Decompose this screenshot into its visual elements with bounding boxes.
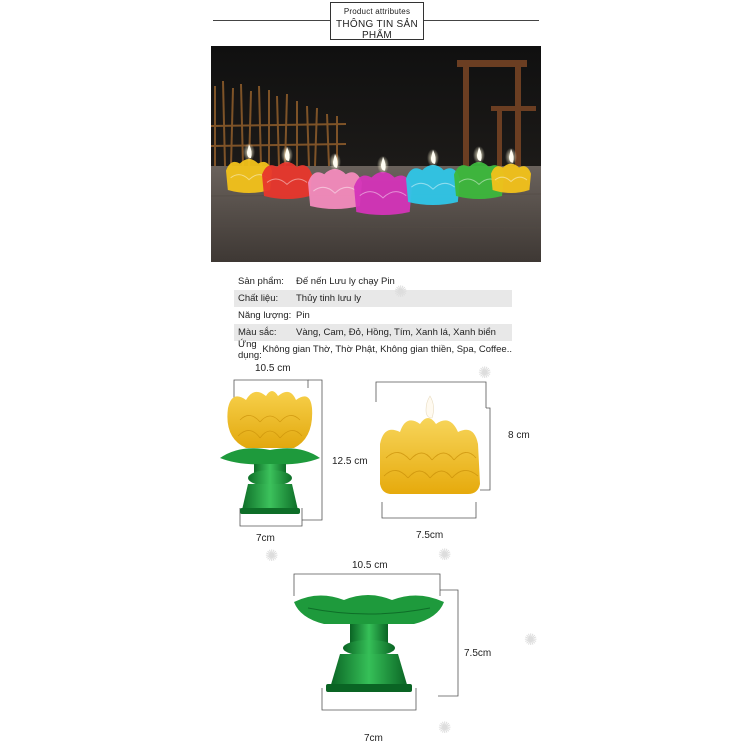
header-line-right (423, 20, 539, 21)
spec-label: Ứng dụng: (238, 338, 262, 361)
watermark-star-icon: ✺ (438, 547, 452, 564)
watermark-star-icon: ✺ (478, 365, 492, 382)
stand-width-label: 10.5 cm (352, 560, 388, 571)
spec-row-colors (234, 324, 512, 341)
header-subtitle: Product attributes (343, 7, 411, 16)
spec-label: Năng lượng: (238, 310, 292, 321)
header-line-left (213, 20, 330, 21)
spec-row-product (234, 273, 512, 290)
watermark-star-icon: ✺ (524, 632, 538, 649)
stand-base-label: 7cm (364, 733, 383, 744)
spec-label: Chất liệu: (238, 293, 279, 304)
stand-dimension-diagram (288, 568, 468, 728)
spec-value: Vàng, Cam, Đỏ, Hồng, Tím, Xanh lá, Xanh biển (296, 327, 496, 338)
lamp-dimension-diagram (210, 360, 340, 540)
watermark-star-icon: ✺ (265, 548, 279, 565)
spec-table (234, 273, 512, 361)
spec-label: Sản phẩm: (238, 276, 284, 287)
section-header (330, 2, 424, 40)
lamp-height-label: 12.5 cm (332, 456, 368, 467)
product-photo (211, 46, 541, 262)
spec-value: Đế nến Lưu ly chạy Pin (296, 276, 395, 287)
stand-illustration (288, 568, 468, 728)
candle-illustration (370, 378, 500, 523)
lamp-base-label: 7cm (256, 533, 275, 544)
spec-row-material (234, 290, 512, 307)
stand-height-label: 7.5cm (464, 648, 492, 659)
header-title: THÔNG TIN SẢN PHẨM (335, 19, 419, 41)
spec-value: Không gian Thờ, Thờ Phật, Không gian thiền, Spa, Coffee.. (262, 344, 512, 355)
spec-row-application (234, 338, 512, 361)
spec-value: Thủy tinh lưu ly (296, 293, 361, 304)
product-photo-scene (211, 46, 541, 262)
spec-row-power (234, 307, 512, 324)
lamp-illustration (210, 360, 340, 540)
candle-width-label: 7.5cm (416, 530, 444, 541)
spec-value: Pin (296, 310, 310, 321)
candle-height-label: 8 cm (508, 430, 530, 441)
watermark-star-icon: ✺ (394, 284, 408, 301)
spec-label: Màu sắc: (238, 327, 277, 338)
lamp-width-label: 10.5 cm (255, 363, 291, 374)
candle-dimension-diagram (370, 378, 500, 523)
watermark-star-icon: ✺ (438, 720, 452, 737)
